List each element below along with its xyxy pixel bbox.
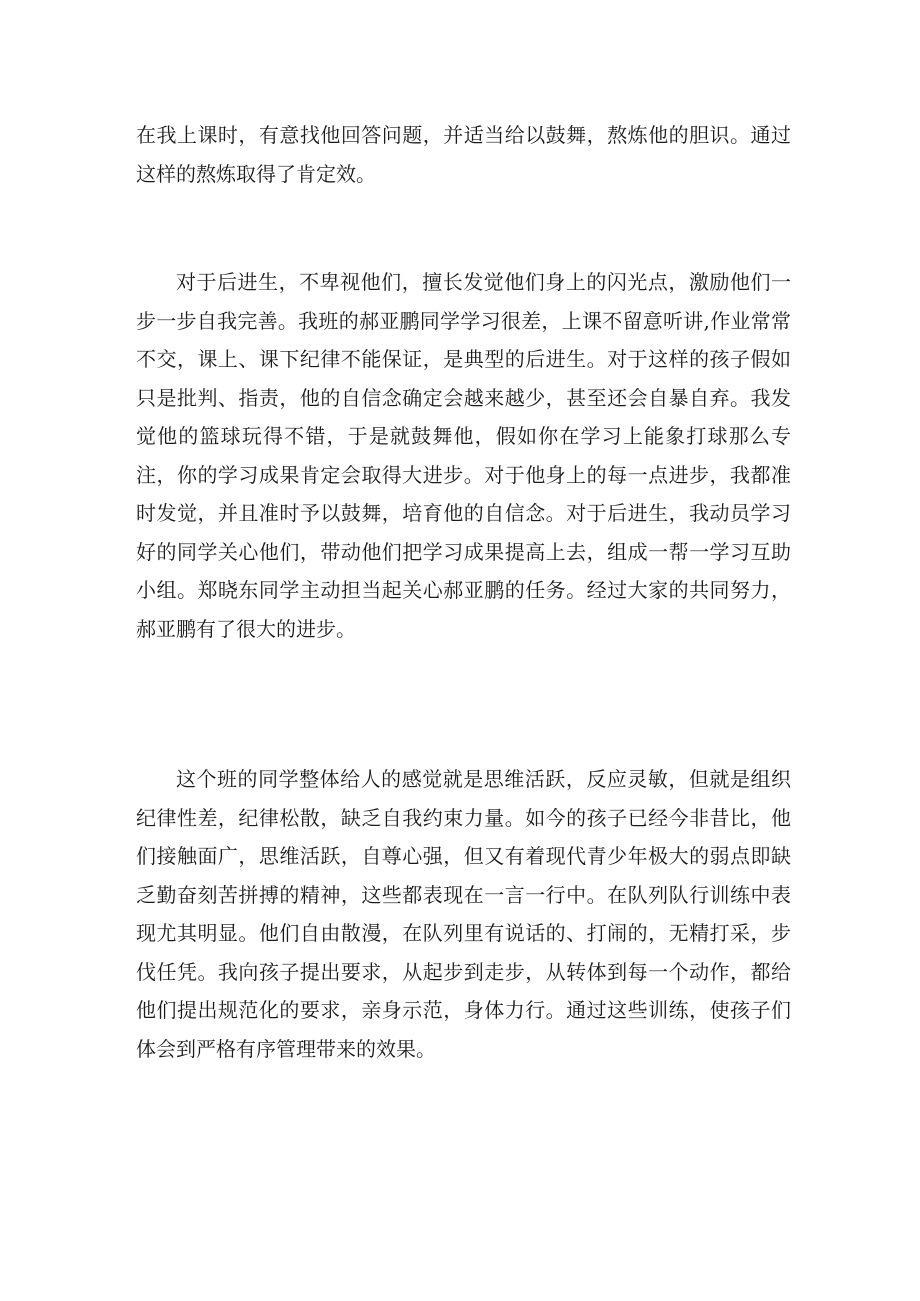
paragraph-continuation: 在我上课时，有意找他回答问题，并适当给以鼓舞，熬炼他的胆识。通过这样的熬炼取得了肯定效。 — [136, 123, 791, 186]
paragraph-underperforming-students: 对于后进生，不卑视他们，擅长发觉他们身上的闪光点，激励他们一步一步自我完善。我班的郝亚鹏同学学习很差，上课不留意听讲,作业常常不交，课上、课下纪律不能保证，是典型的后进生。对于这样的孩子假如只是批判、指责，他的自信念确定会越来越少，甚至还会自暴自弃。我发觉他的篮球玩得不错，于是就鼓舞他，假如你在学习上能象打球那么专注，你的学习成果肯定会取得大进步。对于他身上的每一点进步，我都准时发觉，并且准时予以鼓舞，培育他的自信念。对于后进生，我动员学习好的同学关心他们，带动他们把学习成果提高上去，组成一帮一学习互助小组。郑晓东同学主动担当起关心郝亚鹏的任务。经过大家的共同努力，郝亚鹏有了很大的进步。 — [136, 270, 791, 641]
paragraph-class-discipline: 这个班的同学整体给人的感觉就是思维活跃，反应灵敏，但就是组织纪律性差，纪律松散，缺乏自我约束力量。如今的孩子已经今非昔比，他们接触面广，思维活跃，自尊心强，但又有着现代青少年极大的弱点即缺乏勤奋刻苦拼搏的精神，这些都表现在一言一行中。在队列队行训练中表现尤其明显。他们自由散漫，在队列里有说话的、打闹的，无精打采，步伐任凭。我向孩子提出要求，从起步到走步，从转体到每一个动作，都给他们提出规范化的要求，亲身示范，身体力行。通过这些训练，使孩子们体会到严格有序管理带来的效果。 — [136, 767, 791, 1061]
